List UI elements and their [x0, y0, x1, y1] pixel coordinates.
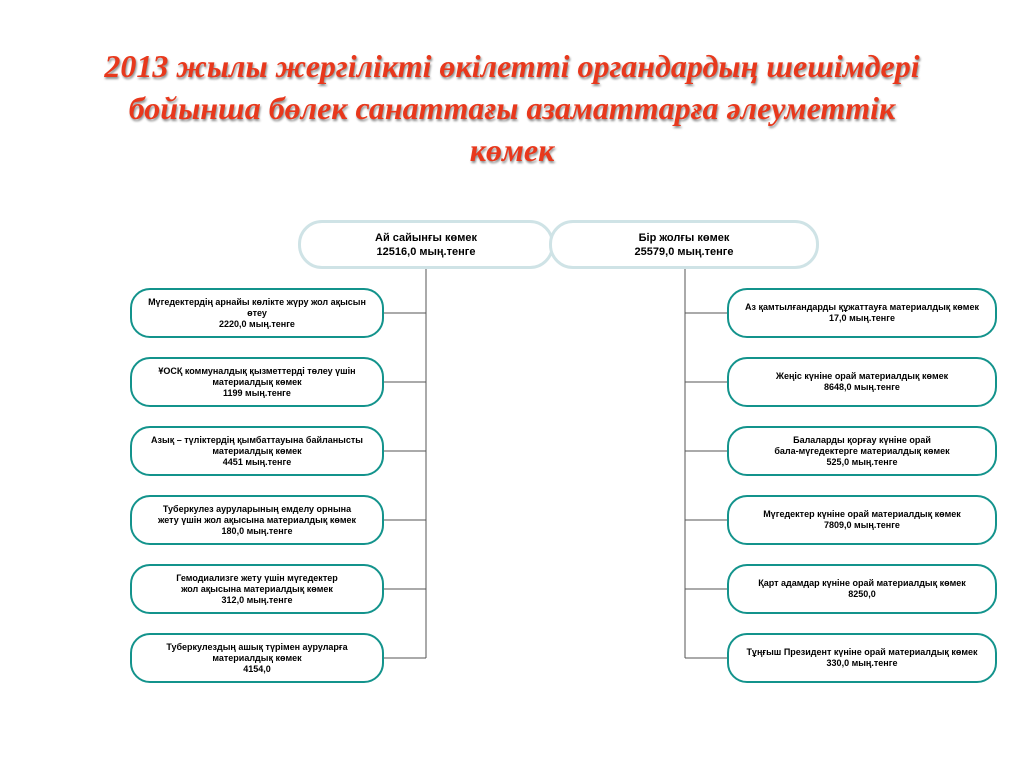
title-line-1: 2013 жылы жергілікті өкілетті органдардың шешімдері [104, 48, 920, 84]
monthly-aid-item [130, 564, 384, 614]
aid-item-text: материалдық көмек [212, 445, 302, 456]
monthly-aid-item [130, 357, 384, 407]
aid-item-text: Азық – түліктердің қымбаттауына байланысты [151, 434, 363, 445]
aid-item-text: 1199 мың.тенге [223, 387, 291, 398]
aid-item-text: Жеңіс күніне орай материалдық көмек [775, 371, 949, 381]
onetime-aid-item [727, 495, 997, 545]
aid-item-text: Мүгедектер күніне орай материалдық көмек [763, 509, 961, 519]
aid-item-text: Туберкулез ауруларының емделу орнына [162, 503, 352, 514]
title-line-3: көмек [469, 132, 555, 168]
monthly-aid-item [130, 633, 384, 683]
aid-item-text: 8250,0 [848, 589, 876, 599]
aid-item-text: 7809,0 мың.тенге [824, 520, 900, 530]
monthly-aid-item [130, 495, 384, 545]
aid-item-text: бала-мүгедектерге материалдық көмек [774, 445, 950, 456]
aid-item-text: 525,0 мың.тенге [826, 456, 898, 467]
onetime-aid-item [727, 426, 997, 476]
aid-item-text: Мүгедектердің арнайы көлікте жүру жол ақысын өтеу [148, 296, 366, 318]
aid-item-text: Гемодиализге жету үшін мүгедектер [176, 572, 338, 583]
aid-item-text: Тұңғыш Президент күніне орай материалдық көмек [746, 647, 978, 657]
aid-item-text: 312,0 мың.тенге [221, 594, 293, 605]
monthly-aid-item [130, 426, 384, 476]
aid-item-text: жету үшін жол ақысына материалдық көмек [158, 514, 356, 525]
onetime-aid-item [727, 633, 997, 683]
aid-item-text: 4451 мың.тенге [222, 456, 292, 467]
onetime-aid-label: Бір жолғы көмек [638, 231, 730, 244]
aid-item-text: Балаларды қорғау күніне орай [793, 434, 931, 445]
aid-item-text: 4154,0 [243, 663, 271, 674]
aid-item-text: 180,0 мың.тенге [221, 525, 293, 536]
aid-item-text: Туберкулездың ашық түрімен ауруларға [166, 641, 348, 652]
aid-item-text: жол ақысына материалдық көмек [181, 583, 333, 594]
monthly-aid-amount: 12516,0 мың.тенге [376, 245, 476, 258]
aid-item-text: 17,0 мың.тенге [829, 313, 895, 323]
monthly-aid-item [130, 288, 384, 338]
onetime-aid-item [727, 288, 997, 338]
aid-item-text: материалдық көмек [212, 376, 302, 387]
aid-item-text: 2220,0 мың.тенге [219, 318, 295, 329]
title-line-2: бойынша бөлек санаттағы азаматтарға әлеуметтік [128, 90, 896, 126]
aid-item-text: ҰОСҚ коммуналдық қызметтерді төлеу үшін [158, 365, 356, 376]
aid-item-text: 8648,0 мың.тенге [824, 382, 900, 392]
onetime-aid-item [727, 357, 997, 407]
aid-item-text: Аз қамтылғандарды құжаттауға материалдық көмек [745, 302, 979, 312]
onetime-aid-amount: 25579,0 мың.тенге [634, 245, 734, 258]
aid-item-text: материалдық көмек [212, 652, 302, 663]
monthly-aid-header [298, 220, 554, 269]
aid-item-text: Қарт адамдар күніне орай материалдық көмек [758, 578, 966, 588]
onetime-aid-header [549, 220, 819, 269]
aid-item-text: 330,0 мың.тенге [826, 658, 898, 668]
monthly-aid-label: Ай сайынғы көмек [375, 231, 477, 244]
onetime-aid-item [727, 564, 997, 614]
